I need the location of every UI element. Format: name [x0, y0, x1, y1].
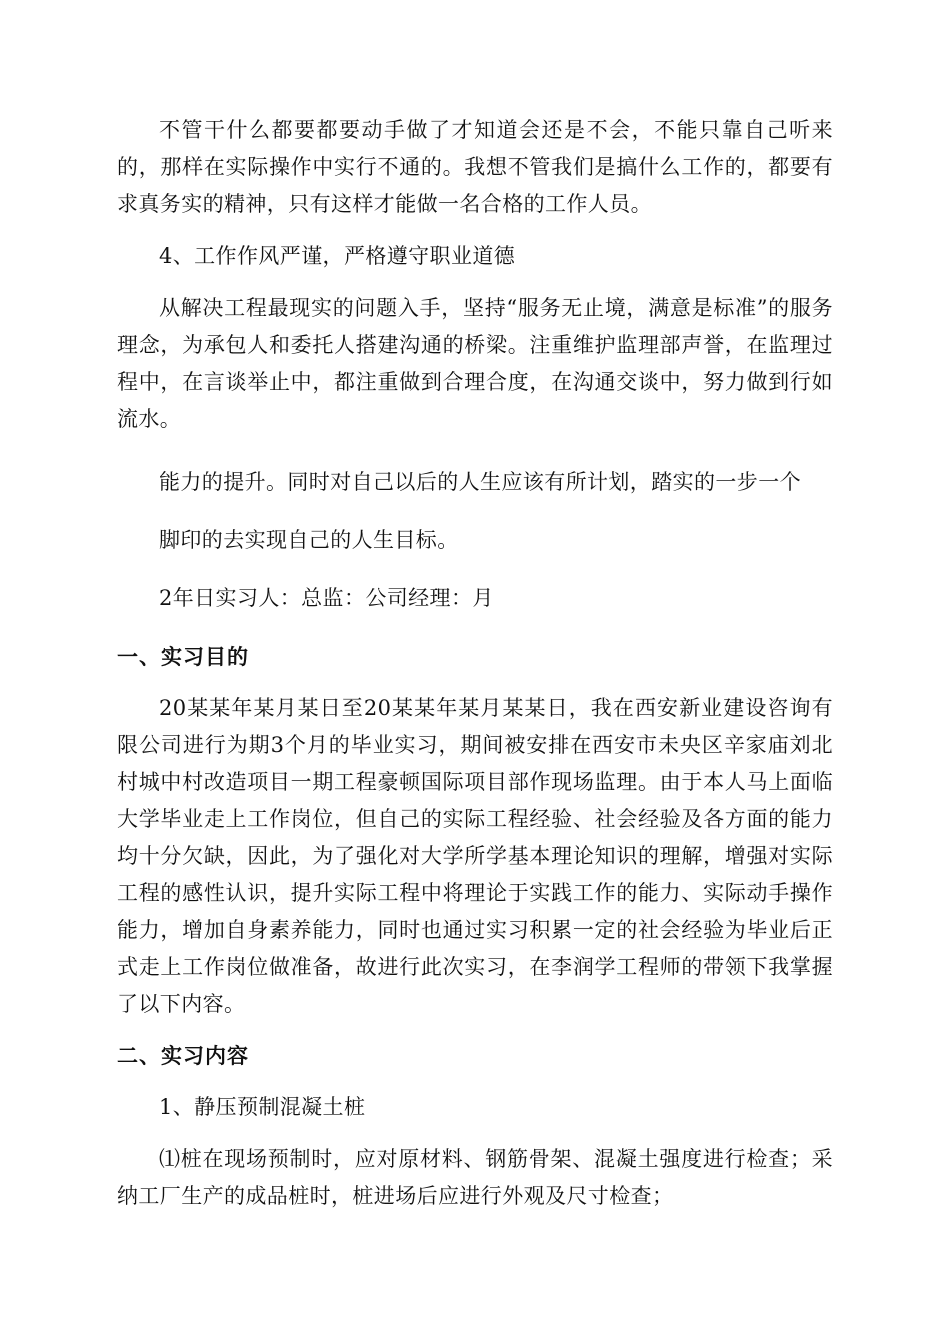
paragraph-static-pile-title: 1、静压预制混凝土桩 [159, 1095, 366, 1119]
paragraph-pile-inspection: ⑴桩在现场预制时，应对原材料、钢筋骨架、混凝土强度进行检查；采纳工厂生产的成品桩时，桩进场后应进行外观及尺寸检查； [117, 1147, 833, 1208]
document-page [117, 112, 833, 1230]
paragraph-life-goal: 脚印的去实现自己的人生目标。 [159, 528, 459, 552]
heading-internship-purpose: 一、实习目的 [117, 645, 249, 669]
paragraph-ability: 能力的提升。同时对自己以后的人生应该有所计划，踏实的一步一个 [159, 470, 801, 494]
heading-internship-content: 二、实习内容 [117, 1044, 249, 1068]
paragraph-internship-purpose: 20某某年某月某日至20某某年某月某某日，我在西安新业建设咨询有限公司进行为期3个月的毕业实习，期间被安排在西安市未央区辛家庙刘北村城中村改造项目一期工程豪顿国际项目部作现场监理。由于本人马上面临大学毕业走上工作岗位，但自己的实际工程经验、社会经验及各方面的能力均十分欠缺，因此，为了强化对大学所学基本理论知识的理解，增强对实际工程的感性认识，提升实际工程中将理论于实践工作的能力、实际动手操作能力，增加自身素养能力，同时也通过实习积累一定的社会经验为毕业后正式走上工作岗位做准备，故进行此次实习，在李润学工程师的带领下我掌握了以下内容。 [117, 696, 833, 1016]
paragraph-service-philosophy: 从解决工程最现实的问题入手，坚持“服务无止境，满意是标准”的服务理念，为承包人和委托人搭建沟通的桥梁。注重维护监理部声誉，在监理过程中，在言谈举止中，都注重做到合理合度，在沟通交谈中，努力做到行如流水。 [117, 296, 833, 431]
paragraph-practice: 不管干什么都要都要动手做了才知道会还是不会，不能只靠自己听来的，那样在实际操作中实行不通的。我想不管我们是搞什么工作的，都要有求真务实的精神，只有这样才能做一名合格的工作人员。 [117, 118, 833, 216]
paragraph-item-4-title: 4、工作作风严谨，严格遵守职业道德 [159, 244, 516, 268]
paragraph-signatures: 2年日实习人：总监：公司经理：月 [159, 586, 494, 610]
